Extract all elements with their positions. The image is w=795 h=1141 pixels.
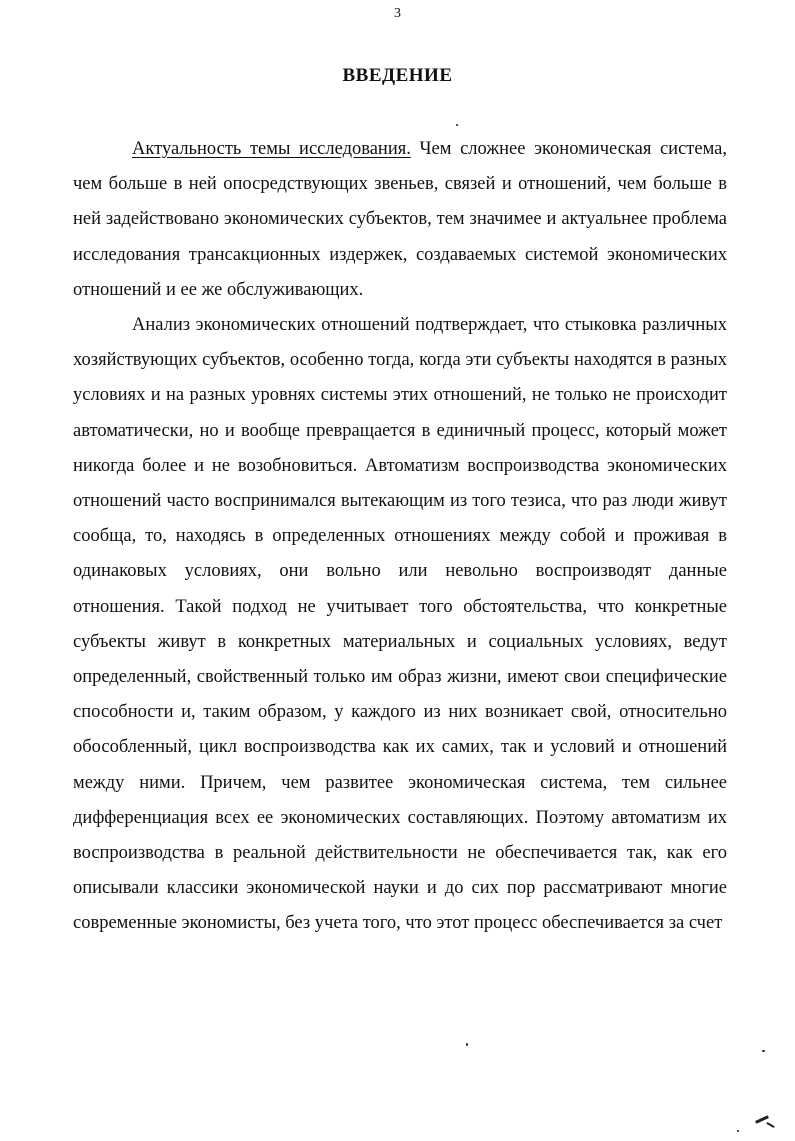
scan-speck	[456, 124, 458, 126]
document-body	[73, 132, 727, 942]
paragraph-1	[73, 132, 727, 308]
paragraph-2: Анализ экономических отношений подтверждает, что стыковка различных хозяйствующих субъектов, особенно тогда, когда эти субъекты находятся в разных условиях и на разных уровнях системы этих отношений, не только не происходит автоматически, но и вообще превращается в единичный процесс, который может никогда более и не возобновиться. Автоматизм воспроизводства экономических отношений часто воспринимался вытекающим из того тезиса, что раз люди живут сообща, то, находясь в определенных отношениях между собой и проживая в одинаковых условиях, они вольно или невольно воспроизводят данные отношения. Такой подход не учитывает того обстоятельства, что конкретные субъекты живут в конкретных материальных и социальных условиях, ведут определенный, свойственный только им образ жизни, имеют свои специфические способности и, таким образом, у каждого из них возникает свой, относительно обособленный, цикл воспроизводства как их самих, так и условий и отношений между ними. Причем, чем развитее экономическая система, тем сильнее дифференциация всех ее экономических составляющих. Поэтому автоматизм их воспроизводства в реальной действительности не обеспечивается так, как его описывали классики экономической науки и до сих пор рассматривают многие современные экономисты, без учета того, что этот процесс обеспечивается за счет	[73, 315, 727, 934]
scan-speck	[737, 1130, 739, 1132]
scan-speck	[466, 1043, 468, 1046]
scan-speck	[766, 1122, 775, 1128]
paragraph-1-text: Чем сложнее экономическая система, чем больше в ней опосредствующих звеньев, связей и отношений, чем больше в ней задействовано экономических субъектов, тем значимее и актуальнее проблема исследования трансакционных издержек, создаваемых системой экономических отношений и ее же обслуживающих.	[73, 139, 728, 300]
page-title: ВВЕДЕНИЕ	[342, 65, 453, 86]
section-heading-underlined: Актуальность темы исследования.	[132, 139, 411, 159]
scan-speck	[762, 1050, 765, 1052]
page-number: 3	[394, 6, 401, 21]
